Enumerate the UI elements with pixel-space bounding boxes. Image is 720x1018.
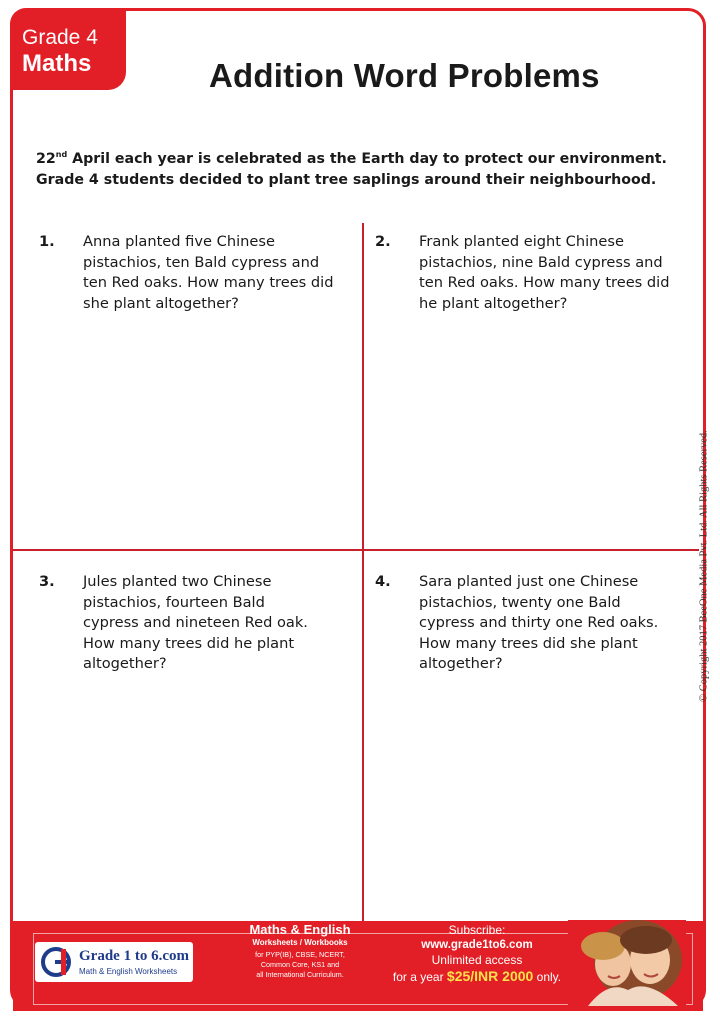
price-suffix: only. (533, 970, 562, 984)
question-line: How many trees did he plant (83, 634, 295, 652)
logo-tagline: Math & English Worksheets (79, 967, 178, 976)
price-prefix: for a year (392, 970, 447, 984)
intro-line-2: Grade 4 students decided to plant tree saplings around their neighbourhood. (36, 172, 657, 188)
curriculum-line: for PYP(IB), CBSE, NCERT, (255, 950, 345, 959)
question-line: Anna planted five Chinese (83, 233, 275, 250)
question-text (83, 572, 368, 675)
logo-name: Grade 1 to 6.com (79, 948, 189, 964)
ad-curricula (222, 950, 378, 980)
question-text (83, 232, 368, 314)
ad-products (222, 922, 378, 980)
question-line: ten Red oaks. How many trees did (419, 274, 670, 291)
question-line: Jules planted two Chinese (83, 573, 272, 590)
question-line: pistachios, twenty one Bald (419, 593, 621, 611)
ad-heading: Maths & English (249, 922, 351, 937)
logo-icon (41, 946, 75, 978)
intro-line-1-text: April each year is celebrated as the Earth day to protect our environment. (67, 151, 667, 167)
question-number: 3. (39, 573, 55, 590)
access-label: Unlimited access (431, 953, 523, 967)
site-logo[interactable] (35, 942, 193, 982)
question-number: 4. (375, 573, 391, 590)
intro-day-suffix: nd (55, 150, 68, 159)
question-line: How many trees did she plant (419, 634, 638, 652)
subscribe-label: Subscribe: (448, 923, 506, 937)
copyright-notice (697, 411, 711, 721)
question-line: pistachios, fourteen Bald (83, 593, 265, 611)
question-line: altogether? (83, 655, 167, 672)
question-line: Frank planted eight Chinese (419, 233, 624, 250)
question-number: 1. (39, 233, 55, 250)
intro-paragraph (36, 149, 686, 191)
copyright-text: © Copyright 2017 BeeOne Media Pvt. Ltd. All Rights Reserved. (698, 430, 710, 702)
grade-label: Grade 4 (22, 26, 98, 49)
page-title: Addition Word Problems (209, 57, 600, 94)
ad-subheading: Worksheets / Workbooks (252, 938, 348, 947)
ad-subscribe (372, 923, 582, 984)
horizontal-divider (13, 549, 699, 551)
intro-day: 22 (36, 151, 56, 167)
question-line: cypress and nineteen Red oak. (83, 614, 308, 631)
intro-line-1 (36, 149, 686, 170)
family-photo (568, 920, 686, 1006)
question-line: ten Red oaks. How many trees did (83, 274, 334, 291)
question-text (419, 572, 704, 675)
price-line (372, 968, 582, 984)
question-line: altogether? (419, 655, 503, 672)
question-line: he plant altogether? (419, 294, 568, 312)
question-text (419, 232, 704, 314)
question-line: pistachios, ten Bald cypress and (83, 253, 320, 271)
curriculum-line: all International Curriculum. (256, 970, 344, 979)
question-number: 2. (375, 233, 391, 250)
subject-label: Maths (22, 50, 92, 77)
question-line: pistachios, nine Bald cypress and (419, 253, 663, 271)
grade-badge (10, 8, 126, 90)
question-line: she plant altogether? (83, 294, 239, 312)
curriculum-line: Common Core, KS1 and (260, 960, 340, 969)
site-link[interactable]: www.grade1to6.com (421, 939, 533, 951)
worksheet-page (10, 8, 710, 1008)
question-line: cypress and thirty one Red oaks. (419, 614, 659, 631)
question-line: Sara planted just one Chinese (419, 573, 639, 590)
price-value: $25/INR 2000 (446, 968, 534, 984)
